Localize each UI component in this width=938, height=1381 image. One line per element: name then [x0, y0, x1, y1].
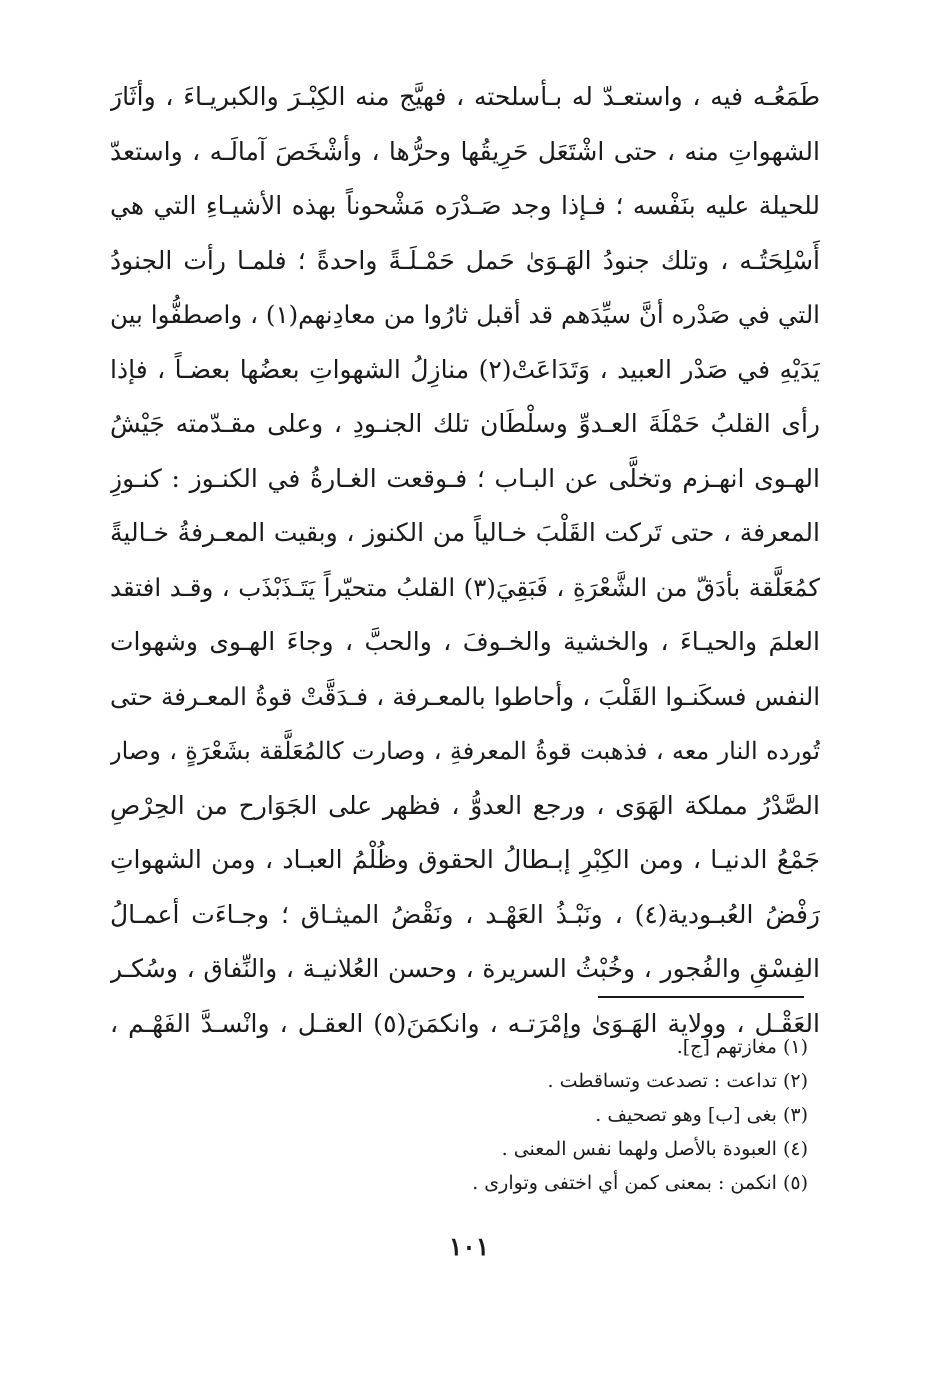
footnote: (١) مغازتهم [ج]. [676, 1036, 808, 1058]
footnote: (٢) تداعت : تصدعت وتساقطت . [547, 1070, 808, 1092]
text-line: للحيلة عليه بنَفْسه ؛ فـإذا وجد صَـدْرَه مَشْحوناً بهذه الأشيـاءِ التي هي [110, 191, 820, 220]
text-line: رأى القلبُ حَمْلَةَ العـدوِّ وسلْطَان تلك الجنـودِ ، وعلى مقـدّمته جَيْشُ [110, 409, 820, 438]
text-line: الشهواتِ منه ، حتى اشْتَعَل حَرِيقُها وحرُّها ، وأشْخَصَ آمالَـه ، واستعدّ [110, 136, 820, 166]
text-line: الفِسْقِ والفُجور ، وخُبْثُ السريرة ، وحسن العُلانيـة ، والنِّفاق ، وسُكـر [110, 954, 820, 983]
text-line: جَمْعُ الدنيـا ، ومن الكِبْرِ إبـطالُ الحقوق وظُلْمُ العبـاد ، ومن الشهواتِ [110, 845, 820, 874]
text-line: التي في صَدْره أنَّ سيِّدَهم قد أقبل ثارُوا من معادِنهم(١) ، واصطفُّوا بين [110, 300, 820, 329]
text-line: يَدَيْهِ في صَدْر العبيد ، وَتَدَاعَتْ(٢) منازِلُ الشهواتِ بعضُها بعضـاً ، فإذا [110, 354, 820, 384]
text-line: العلمَ والحيـاءَ ، والخشية والخـوفَ ، والحبَّ ، وجاءَ الهـوى وشهوات [110, 627, 820, 656]
main-text [110, 70, 820, 1051]
footnote: (٣) بغى [ب] وهو تصحيف . [595, 1104, 808, 1126]
footnote: (٥) انكمن : بمعنى كمن أي اختفى وتوارى . [472, 1172, 808, 1194]
text-line: الهـوى انهـزم وتخلَّى عن البـاب ؛ فـوقعت الغـارةُ في الكنـوز : كنـوزِ [110, 463, 820, 493]
footnote: (٤) العبودة بالأصل ولهما نفس المعنى . [501, 1138, 808, 1160]
text-line: المعرفة ، حتى تَركت القَلْبَ خـالياً من الكنوز ، وبقيت المعـرفةُ خـاليةً [110, 518, 820, 547]
text-line: طَمَعُـه فيه ، واستعـدّ له بـأسلحته ، فهيَّج منه الكِبْـرَ والكبريـاءَ ، وأثَارَ [110, 82, 820, 111]
text-line: النفس فسكَنـوا القَلْبَ ، وأحاطوا بالمعـرفة ، فـدَقَّتْ قوةُ المعـرفة حتى [110, 681, 820, 711]
text-line: العَقْـل ، وولاية الهَـوَىٰ وإمْرَتـه ، وانكمَنَ(٥) العقـل ، وانْسـدَّ الفَهْـم ، [110, 1008, 820, 1038]
text-line: رَفْضُ العُبـودية(٤) ، ونَبْـذُ العَهْـد ، ونَقْضُ الميثـاق ؛ وجـاءَت أعمـالُ [110, 899, 820, 929]
text-line: كمُعَلَّقة بأدَقّ من الشَّعْرَةِ ، فَبَقِيَ(٣) القلبُ متحيّراً يَتَـذَبْذَب ، وقـد افتقد [110, 572, 820, 602]
text-line: الصَّدْرُ مملكة الهَوَى ، ورجع العدوُّ ، فظهر على الجَوَارح من الحِرْصِ [110, 790, 820, 820]
footnote-separator [598, 996, 804, 998]
page-number: ١٠١ [448, 1232, 490, 1261]
footnotes [300, 1030, 808, 1200]
text-line: أَسْلِحَتُـه ، وتلك جنودُ الهَـوَىٰ حَمل حَمْـلَـةً واحدةً ؛ فلمـا رأت الجنودُ [110, 245, 820, 275]
text-line: تُورده النار معه ، فذهبت قوةُ المعرفةِ ، وصارت كالمُعَلَّقة بشَعْرَةٍ ، وصار [110, 737, 820, 765]
